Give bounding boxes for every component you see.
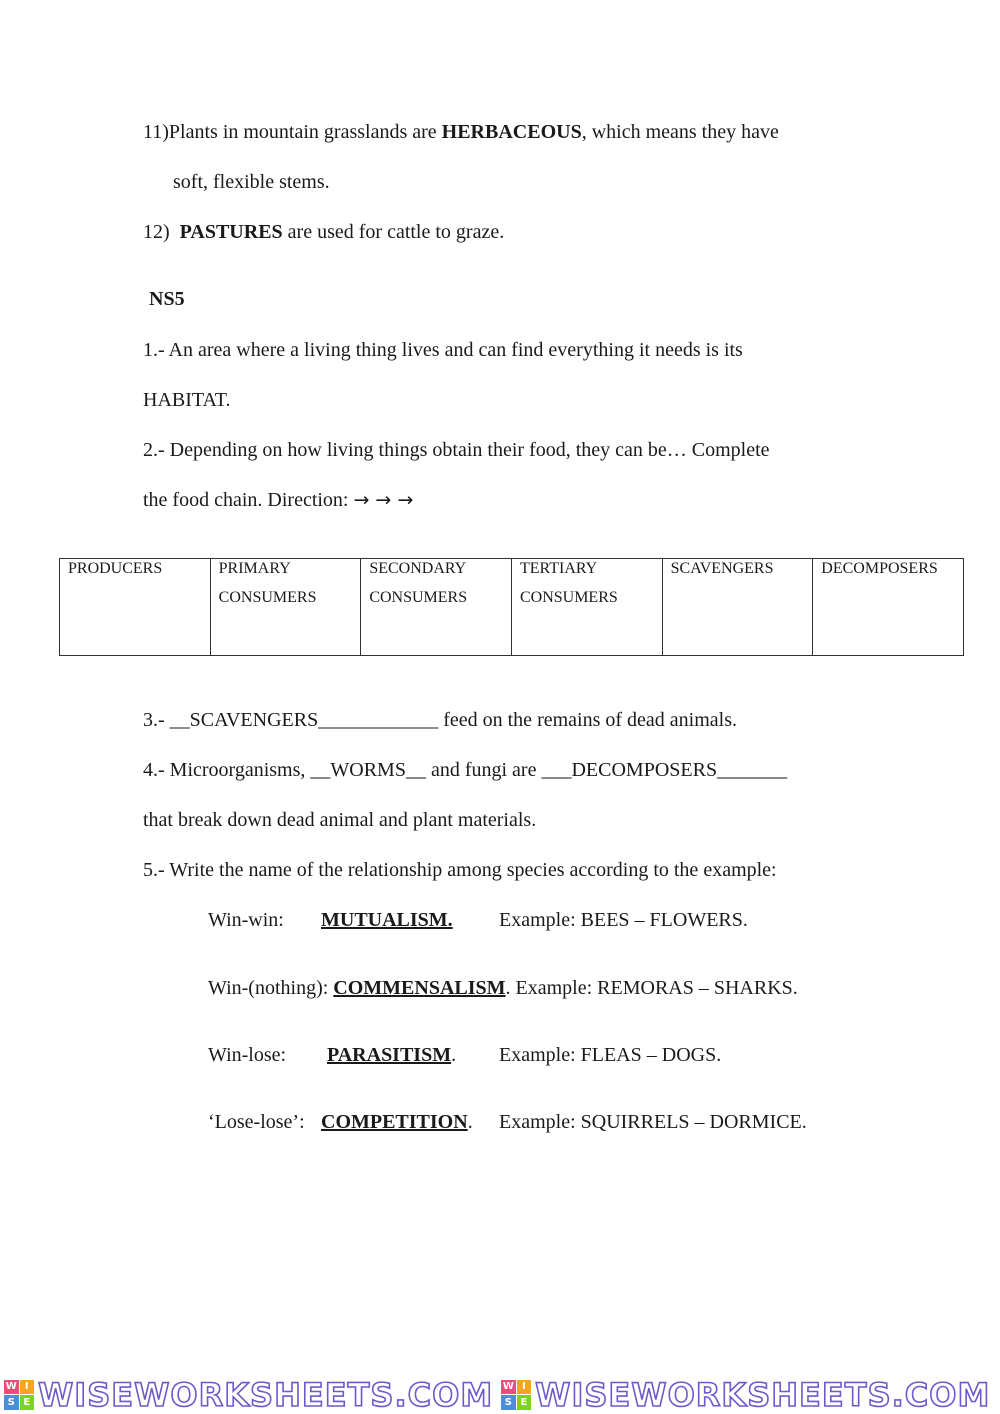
answer-pastures: PASTURES <box>179 221 283 243</box>
answer-parasitism: PARASITISM <box>327 1044 452 1066</box>
table-cell-primary-consumers: PRIMARY CONSUMERS <box>210 559 361 656</box>
question-1: 1.- An area where a living thing lives and can find everything it needs is its <box>143 339 743 361</box>
relationship-parasitism: Win-lose: PARASITISM. Example: FLEAS – DOGS. <box>208 1044 722 1066</box>
brand <box>501 1376 990 1414</box>
logo-icon: W I S E <box>501 1380 531 1410</box>
question-2-continuation: the food chain. Direction: →→→ <box>143 489 420 511</box>
question-11: 11)Plants in mountain grasslands are HERBACEOUS, which means they have <box>143 121 779 143</box>
question-2: 2.- Depending on how living things obtain their food, they can be… Complete <box>143 439 770 461</box>
table-row <box>60 559 964 656</box>
question-4: 4.- Microorganisms, __WORMS__ and fungi are ___DECOMPOSERS_______ <box>143 759 788 781</box>
food-chain-table <box>59 558 964 656</box>
table-cell-secondary-consumers: SECONDARY CONSUMERS <box>361 559 512 656</box>
question-number: 12) <box>143 221 170 243</box>
question-3: 3.- __SCAVENGERS____________ feed on the remains of dead animals. <box>143 709 737 731</box>
table-cell-tertiary-consumers: TERTIARY CONSUMERS <box>511 559 662 656</box>
answer-herbaceous: HERBACEOUS <box>441 121 582 143</box>
answer-mutualism: MUTUALISM. <box>321 909 453 931</box>
question-5: 5.- Write the name of the relationship among species according to the example: <box>143 859 777 881</box>
brand <box>4 1376 493 1414</box>
logo-icon: W I S E <box>4 1380 34 1410</box>
relationship-commensalism: Win-(nothing): COMMENSALISM. Example: REMORAS – SHARKS. <box>208 977 798 999</box>
direction-arrows-icon: →→→ <box>353 489 420 511</box>
relationship-competition: ‘Lose-lose’: COMPETITION. Example: SQUIRRELS – DORMICE. <box>208 1111 807 1133</box>
table-cell-producers: PRODUCERS <box>60 559 211 656</box>
relationship-mutualism: Win-win: MUTUALISM. Example: BEES – FLOWERS. <box>208 909 748 931</box>
question-4-continuation: that break down dead animal and plant materials. <box>143 809 537 831</box>
footer-watermark <box>0 1376 1000 1413</box>
brand-text: WISEWORKSHEETS.COM <box>38 1375 494 1414</box>
question-number: 11) <box>143 121 169 143</box>
table-cell-scavengers: SCAVENGERS <box>662 559 813 656</box>
question-1-answer: HABITAT. <box>143 389 231 411</box>
answer-competition: COMPETITION <box>321 1111 468 1133</box>
question-12: 12) PASTURES are used for cattle to graze. <box>143 221 505 243</box>
brand-text: WISEWORKSHEETS.COM <box>535 1375 991 1414</box>
table-cell-decomposers: DECOMPOSERS <box>813 559 964 656</box>
question-11-continuation: soft, flexible stems. <box>173 171 330 193</box>
answer-commensalism: COMMENSALISM <box>333 977 506 999</box>
section-heading: NS5 <box>149 288 185 310</box>
